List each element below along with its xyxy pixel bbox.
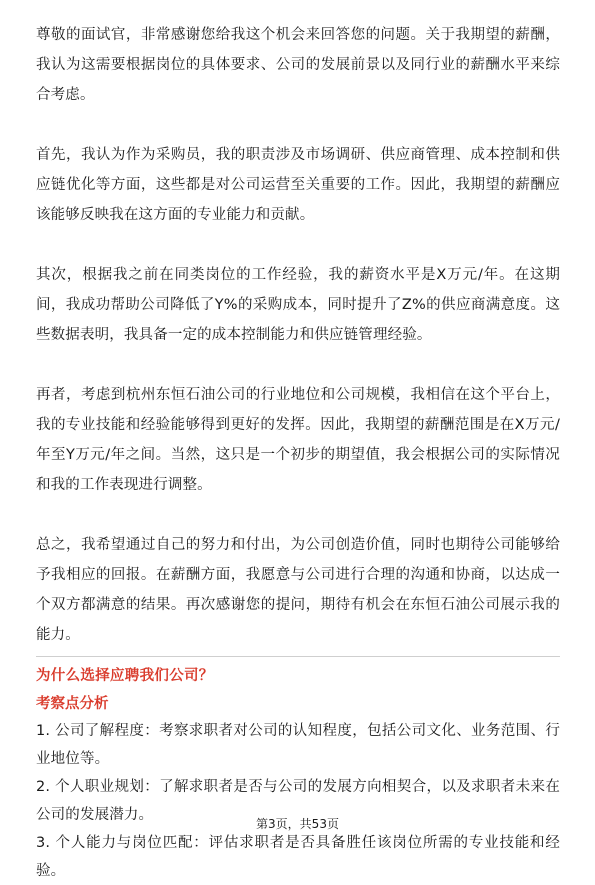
answer-paragraph-2: 首先，我认为作为采购员，我的职责涉及市场调研、供应商管理、成本控制和供应链优化等方面，这些都是对公司运营至关重要的工作。因此，我期望的薪酬应该能够反映我在这方面的专业能力和贡献。	[36, 147, 560, 223]
answer-paragraph-4: 再者，考虑到杭州东恒石油公司的行业地位和公司规模，我相信在这个平台上，我的专业技能和经验能够得到更好的发挥。因此，我期望的薪酬范围是在X万元/年至Y万元/年之间。当然，这只是一个初步的期望值，我会根据公司的实际情况和我的工作表现进行调整。	[36, 387, 560, 493]
paragraph-gap	[36, 500, 560, 530]
answer-paragraph-3: 其次，根据我之前在同类岗位的工作经验，我的薪资水平是X万元/年。在这期间，我成功帮助公司降低了Y%的采购成本，同时提升了Z%的供应商满意度。这些数据表明，我具备一定的成本控制能力和供应链管理经验。	[36, 267, 560, 343]
section-divider	[36, 656, 560, 657]
page-footer: 第3页，共53页	[256, 817, 339, 831]
paragraph-gap	[36, 230, 560, 260]
question-title: 为什么选择应聘我们公司？	[36, 668, 214, 684]
paragraph-gap	[36, 350, 560, 380]
analysis-item-1: 1. 公司了解程度：考察求职者对公司的认知程度，包括公司文化、业务范围、行业地位等。	[36, 723, 560, 767]
page-content	[36, 20, 560, 885]
analysis-item-3: 3. 个人能力与岗位匹配：评估求职者是否具备胜任该岗位所需的专业技能和经验。	[36, 835, 560, 879]
answer-paragraph-5: 总之，我希望通过自己的努力和付出，为公司创造价值，同时也期待公司能够给予我相应的回报。在薪酬方面，我愿意与公司进行合理的沟通和协商，以达成一个双方都满意的结果。再次感谢您的提问，期待有机会在东恒石油公司展示我的能力。	[36, 537, 560, 643]
answer-paragraph-1: 尊敬的面试官，非常感谢您给我这个机会来回答您的问题。关于我期望的薪酬，我认为这需要根据岗位的具体要求、公司的发展前景以及同行业的薪酬水平来综合考虑。	[36, 27, 560, 103]
analysis-item-2: 2. 个人职业规划：了解求职者是否与公司的发展方向相契合，以及求职者未来在公司的发展潜力。	[36, 779, 560, 823]
analysis-heading: 考察点分析	[36, 696, 109, 712]
paragraph-gap	[36, 110, 560, 140]
